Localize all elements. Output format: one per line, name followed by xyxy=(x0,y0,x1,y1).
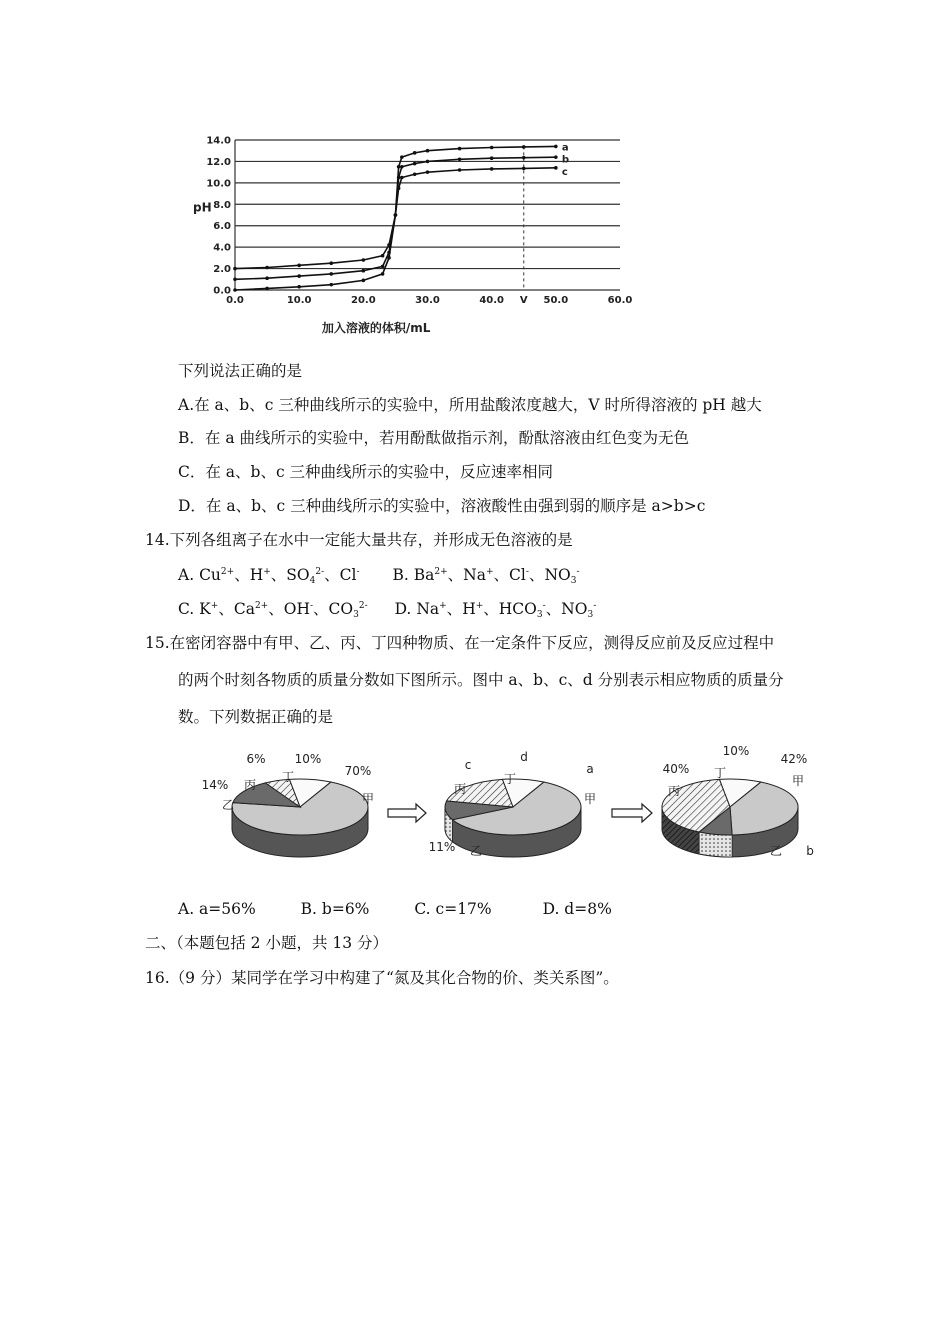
ion: OH xyxy=(283,600,310,618)
pie-slice-name: 乙 xyxy=(469,844,483,858)
data-point xyxy=(381,265,385,269)
data-point xyxy=(397,186,401,190)
ion: SO xyxy=(286,566,310,584)
charge: 2+ xyxy=(220,567,235,577)
option-label: C. xyxy=(178,600,195,618)
data-point xyxy=(387,243,391,247)
data-point xyxy=(387,251,391,255)
charge: 2- xyxy=(358,601,368,611)
data-point xyxy=(400,176,404,180)
data-point xyxy=(458,168,462,172)
sep: 、 xyxy=(234,566,250,584)
charge: - xyxy=(525,567,529,577)
ion: Ba xyxy=(413,566,435,584)
data-point xyxy=(397,165,401,169)
q16-stem: 16.（9 分）某同学在学习中构建了“氮及其化合物的价、类关系图”。 xyxy=(145,969,619,987)
data-point xyxy=(522,156,526,160)
y-tick-label: 14.0 xyxy=(206,135,231,147)
data-point xyxy=(458,157,462,161)
x-tick-label: 10.0 xyxy=(286,295,312,306)
y-tick-label: 10.0 xyxy=(206,178,231,190)
q15-option-a: A. a=56% xyxy=(178,900,256,918)
data-point xyxy=(233,267,237,271)
x-tick-label: 50.0 xyxy=(543,295,569,306)
subscript: 4 xyxy=(309,576,316,586)
data-point xyxy=(297,264,301,268)
ion: CO xyxy=(328,600,354,618)
pie-slice-value-label: 6% xyxy=(246,752,266,766)
data-point xyxy=(362,269,366,273)
sep: 、 xyxy=(270,566,287,584)
q14-option-b xyxy=(392,565,579,585)
data-point xyxy=(329,261,333,265)
charge: 2- xyxy=(315,567,325,577)
q13-option-a: A.在 a、b、c 三种曲线所示的实验中，所用盐酸浓度越大，V 时所得溶液的 pH 越大 xyxy=(178,396,762,414)
y-tick-label: 12.0 xyxy=(206,156,231,168)
data-point xyxy=(413,162,417,166)
data-point xyxy=(329,283,333,287)
x-tick-label: 0.0 xyxy=(226,295,244,306)
ion: Cu xyxy=(199,566,221,584)
series-label-b: b xyxy=(561,154,570,166)
data-point xyxy=(394,213,398,217)
q14-option-d xyxy=(395,599,597,619)
option-label: A. xyxy=(178,566,195,584)
pie-slice-value-label: 42% xyxy=(780,752,808,766)
data-point xyxy=(554,145,558,149)
x-tick-label: 30.0 xyxy=(415,295,440,306)
pie-slice-value-label: c xyxy=(464,758,472,772)
data-point xyxy=(554,166,558,170)
sep: 、 xyxy=(446,600,463,618)
q15-stem-line3: 数。下列数据正确的是 xyxy=(178,708,334,726)
data-point xyxy=(329,272,333,276)
ion: H xyxy=(249,566,264,584)
ph-titration-chart xyxy=(190,125,640,340)
q15-stem-line2: 的两个时刻各物质的质量分数如下图所示。图中 a、b、c、d 分别表示相应物质的质量分 xyxy=(178,671,784,689)
sep: 、 xyxy=(218,600,234,618)
data-point xyxy=(426,170,430,174)
x-tick-label: 60.0 xyxy=(607,295,633,306)
pie-slice-name: 丙 xyxy=(667,784,681,798)
sep: 、 xyxy=(268,600,284,618)
data-point xyxy=(522,145,526,149)
series-label-c: c xyxy=(561,166,568,178)
pie-charts-figure xyxy=(180,745,830,870)
data-point xyxy=(265,276,269,280)
v-marker-label: V xyxy=(519,295,528,306)
ion: HCO xyxy=(498,600,537,618)
pie-slice-value-label: 11% xyxy=(428,840,456,854)
q15-option-b: B. b=6% xyxy=(300,900,370,918)
data-point xyxy=(233,288,237,292)
x-tick-label: 40.0 xyxy=(479,295,505,306)
ion: K xyxy=(199,600,211,618)
sep: 、 xyxy=(447,566,464,584)
q13-option-d: D．在 a、b、c 三种曲线所示的实验中，溶液酸性由强到弱的顺序是 a>b>c xyxy=(178,497,706,515)
data-point xyxy=(381,272,385,276)
pie-slice-name: 甲 xyxy=(361,792,375,806)
data-point xyxy=(522,167,526,171)
x-axis-label: 加入溶液的体积/mL xyxy=(321,321,431,335)
sep: 、 xyxy=(528,566,545,584)
data-point xyxy=(397,176,401,180)
pie-slice-name: 甲 xyxy=(791,774,805,788)
pie-side-乙 xyxy=(699,832,732,857)
ion: Cl xyxy=(339,566,357,584)
q13-option-b: B．在 a 曲线所示的实验中，若用酚酞做指示剂，酚酞溶液由红色变为无色 xyxy=(178,429,689,447)
pie-slice-name: 甲 xyxy=(583,792,597,806)
data-point xyxy=(554,155,558,159)
q14-option-a xyxy=(178,565,360,585)
data-point xyxy=(426,149,430,153)
data-point xyxy=(297,285,301,289)
pie-slice-value-label: 10% xyxy=(294,752,322,766)
y-axis-label: pH xyxy=(193,200,212,215)
charge: + xyxy=(439,601,447,611)
sep: 、 xyxy=(483,600,499,618)
charge: 2+ xyxy=(434,567,448,577)
ion: NO xyxy=(544,566,571,584)
ion: Ca xyxy=(233,600,255,618)
charge: + xyxy=(263,567,271,577)
pie-slice-value-label: b xyxy=(806,844,814,858)
charge: - xyxy=(309,601,314,611)
pie-slice-value-label: 40% xyxy=(662,762,690,776)
pie-slice-value-label: 70% xyxy=(344,764,372,778)
q14-options-row1 xyxy=(178,565,580,585)
q13-option-c: C．在 a、b、c 三种曲线所示的实验中，反应速率相同 xyxy=(178,463,554,481)
pie-slice-value-label: a xyxy=(586,762,594,776)
q15-stem-line1: 15.在密闭容器中有甲、乙、丙、丁四种物质、在一定条件下反应，测得反应前及反应过程中 xyxy=(145,634,775,652)
data-point xyxy=(233,277,237,281)
sep: 、 xyxy=(493,566,510,584)
charge: + xyxy=(210,601,219,611)
data-point xyxy=(490,167,494,171)
data-point xyxy=(265,287,269,291)
ion: Na xyxy=(416,600,440,618)
data-point xyxy=(362,279,366,283)
pie-slice-name: 丁 xyxy=(281,770,295,784)
data-point xyxy=(413,172,417,176)
ion: NO xyxy=(561,600,588,618)
q13-stem: 下列说法正确的是 xyxy=(178,362,303,380)
data-point xyxy=(426,160,430,164)
ion: Na xyxy=(463,566,486,584)
q14-stem: 14.下列各组离子在水中一定能大量共存，并形成无色溶液的是 xyxy=(145,531,573,549)
charge: - xyxy=(356,567,360,577)
data-point xyxy=(400,155,404,159)
option-label: D. xyxy=(394,600,412,618)
subscript: 3 xyxy=(353,610,359,620)
charge: + xyxy=(475,601,484,611)
data-point xyxy=(458,147,462,151)
charge: - xyxy=(542,601,546,611)
y-tick-label: 0.0 xyxy=(213,285,231,297)
y-tick-label: 2.0 xyxy=(213,264,231,276)
q14-option-c xyxy=(178,599,368,619)
pie-slice-name: 乙 xyxy=(221,798,235,812)
y-tick-label: 4.0 xyxy=(213,242,231,254)
pie-slice-value-label: 10% xyxy=(722,745,750,758)
pie-slice-name: 乙 xyxy=(769,844,783,858)
q14-options-row2 xyxy=(178,599,596,619)
y-tick-label: 6.0 xyxy=(213,221,231,233)
ion: H xyxy=(462,600,476,618)
option-label: B. xyxy=(392,566,409,584)
data-point xyxy=(400,165,404,169)
data-point xyxy=(490,146,494,150)
q15-option-c: C. c=17% xyxy=(414,900,492,918)
section-2-heading: 二、（本题包括 2 小题，共 13 分） xyxy=(145,934,389,952)
data-point xyxy=(413,151,417,155)
subscript: 3 xyxy=(570,576,577,586)
sep: 、 xyxy=(313,600,329,618)
charge: - xyxy=(593,601,597,611)
q15-option-d: D. d=8% xyxy=(542,900,612,918)
sep: 、 xyxy=(324,566,340,584)
pie-slice-name: 丙 xyxy=(453,782,467,796)
q15-options xyxy=(178,899,612,919)
pie-slice-name: 丁 xyxy=(713,766,727,780)
data-point xyxy=(490,156,494,160)
x-tick-label: 20.0 xyxy=(350,295,376,306)
arrow-icon xyxy=(612,804,652,822)
sep: 、 xyxy=(545,600,562,618)
pie-slice-value-label: d xyxy=(520,750,528,764)
ion: Cl xyxy=(509,566,526,584)
data-point xyxy=(362,258,366,262)
y-tick-label: 8.0 xyxy=(213,199,231,211)
data-point xyxy=(297,274,301,278)
subscript: 3 xyxy=(587,610,594,620)
pie-slice-name: 丁 xyxy=(503,772,517,786)
series-label-a: a xyxy=(561,142,569,154)
subscript: 3 xyxy=(536,610,543,620)
data-point xyxy=(265,266,269,270)
pie-slice-name: 丙 xyxy=(243,778,257,792)
charge: - xyxy=(576,567,580,577)
arrow-icon xyxy=(388,804,426,822)
charge: + xyxy=(485,567,494,577)
data-point xyxy=(381,254,385,258)
charge: 2+ xyxy=(254,601,269,611)
pie-slice-value-label: 14% xyxy=(201,778,229,792)
